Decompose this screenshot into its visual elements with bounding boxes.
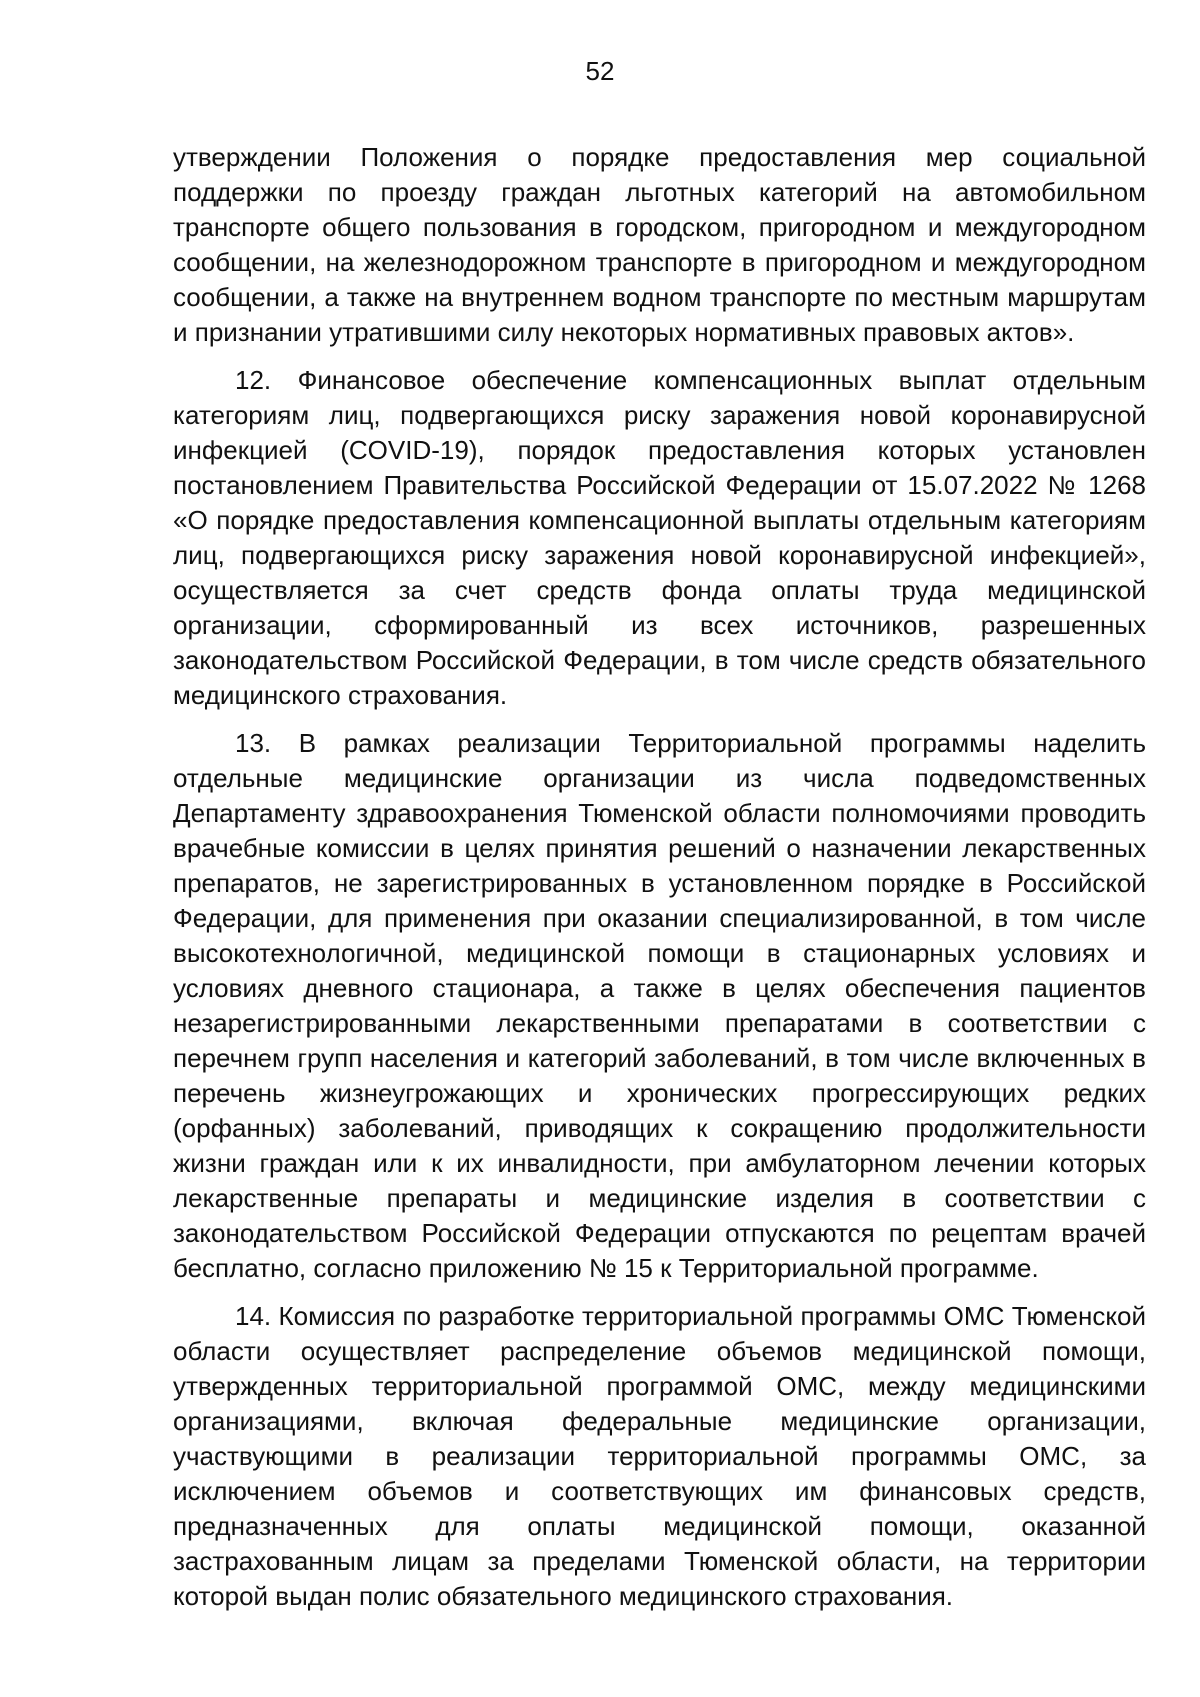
paragraph-continuation: утверждении Положения о порядке предоставления мер социальной поддержки по проезду граждан льготных категорий на автомобильном транспорте общего пользования в городском, пригородном и междугородном сообщении, на железнодорожном транспорте в пригородном и междугородном сообщении, а также на внутреннем водном транспорте по местным маршрутам и признании утратившими силу некоторых нормативных правовых актов». [173,142,1146,347]
paragraph-item-12: 12. Финансовое обеспечение компенсационных выплат отдельным категориям лиц, подвергающихся риску заражения новой коронавирусной инфекцией (COVID-19), порядок предоставления которых установлен постановлением Правительства Российской Федерации от 15.07.2022 № 1268 «О порядке предоставления компенсационной выплаты отдельным категориям лиц, подвергающихся риску заражения новой коронавирусной инфекцией», осуществляется за счет средств фонда оплаты труда медицинской организации, сформированный из всех источников, разрешенных законодательством Российской Федерации, в том числе средств обязательного медицинского страхования. [173,365,1146,710]
paragraph-item-13: 13. В рамках реализации Территориальной программы наделить отдельные медицинские организации из числа подведомственных Департаменту здравоохранения Тюменской области полномочиями проводить врачебные комиссии в целях принятия решений о назначении лекарственных препаратов, не зарегистрированных в установленном порядке в Российской Федерации, для применения при оказании специализированной, в том числе высокотехнологичной, медицинской помощи в стационарных условиях и условиях дневного стационара, а также в целях обеспечения пациентов незарегистрированными лекарственными препаратами в соответствии с перечнем групп населения и категорий заболеваний, в том числе включенных в перечень жизнеугрожающих и хронических прогрессирующих редких (орфанных) заболеваний, приводящих к сокращению продолжительности жизни граждан или к их инвалидности, при амбулаторном лечении которых лекарственные препараты и медицинские изделия в соответствии с законодательством Российской Федерации отпускаются по рецептам врачей бесплатно, согласно приложению № 15 к Территориальной программе. [173,728,1146,1283]
paragraph-item-14: 14. Комиссия по разработке территориальной программы ОМС Тюменской области осуществляет распределение объемов медицинской помощи, утвержденных территориальной программой ОМС, между медицинскими организациями, включая федеральные медицинские организации, участвующими в реализации территориальной программы ОМС, за исключением объемов и соответствующих им финансовых средств, предназначенных для оплаты медицинской помощи, оказанной застрахованным лицам за пределами Тюменской области, на территории которой выдан полис обязательного медицинского страхования. [173,1301,1146,1611]
document-body [173,140,1146,1614]
page-number: 52 [585,56,615,86]
